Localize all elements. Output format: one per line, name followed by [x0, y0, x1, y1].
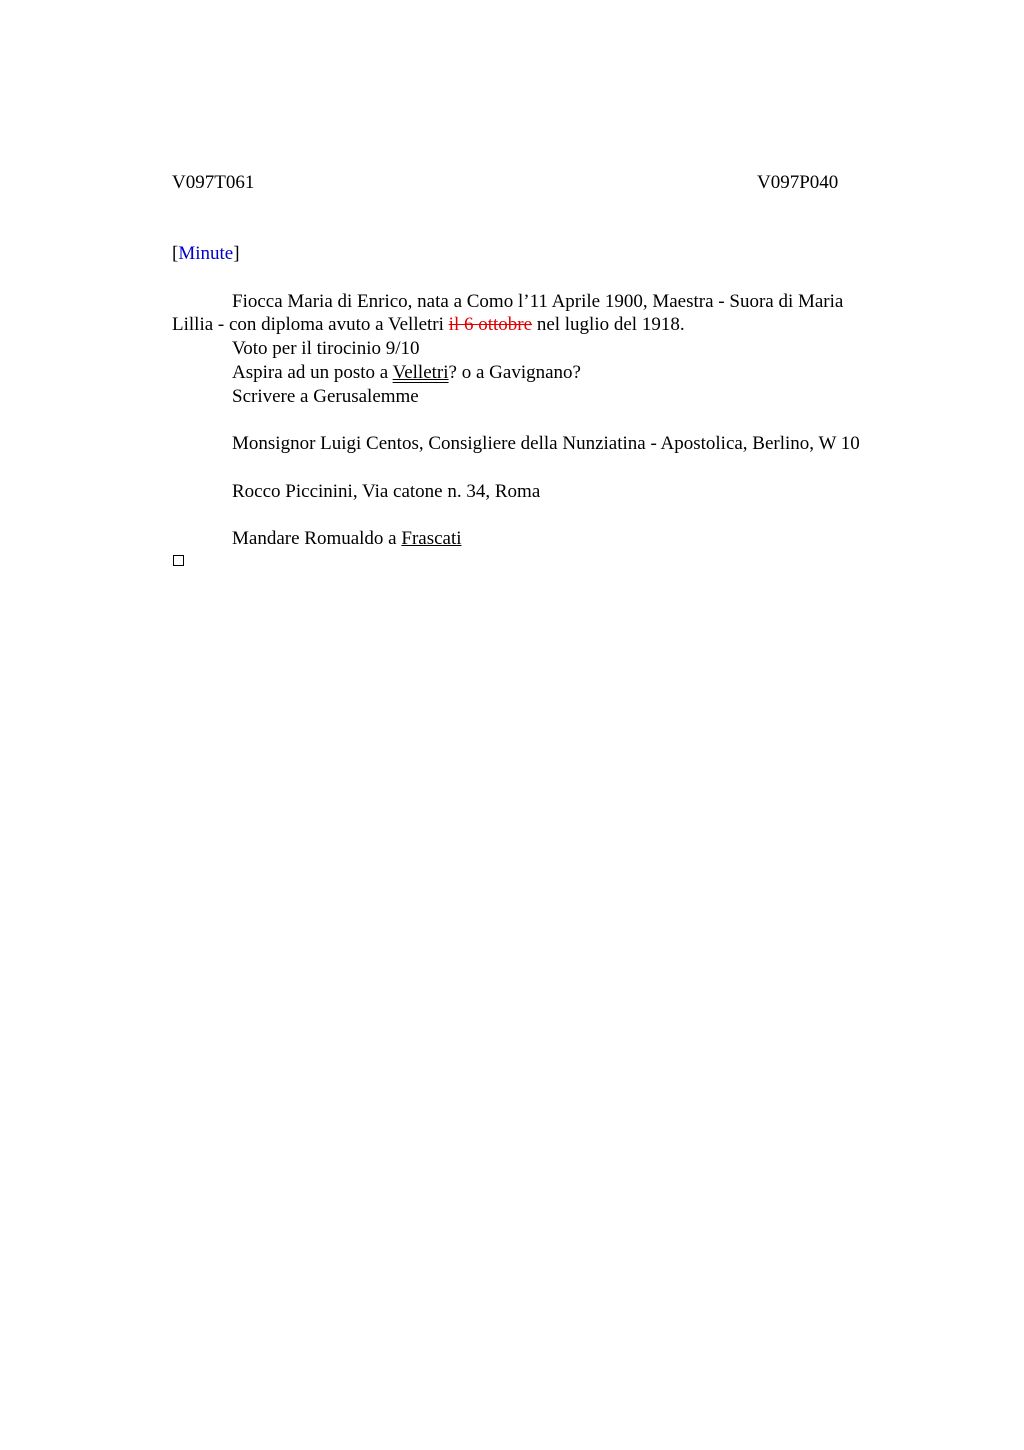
mandare-line	[232, 527, 462, 551]
document-code-right: V097P040	[757, 172, 839, 193]
entry-line-2-start: Lillia - con diploma avuto a Velletri	[172, 314, 449, 335]
voto-line: Voto per il tirocinio 9/10	[232, 338, 420, 359]
deleted-date-text: il 6 ottobre	[448, 314, 533, 335]
aspira-place-velletri: Velletri	[392, 362, 449, 383]
aspira-end: ? o a Gavignano?	[448, 362, 581, 383]
mandare-place-frascati: Frascati	[401, 528, 462, 549]
entry-line-2-end: nel luglio del 1918.	[532, 314, 685, 335]
entry-line-1: Fiocca Maria di Enrico, nata a Como l’11 Aprile 1900, Maestra - Suora di Maria	[232, 291, 844, 312]
scrivere-line: Scrivere a Gerusalemme	[232, 386, 419, 407]
entry-line-2	[172, 313, 685, 337]
section-heading	[172, 242, 240, 266]
checkbox-square[interactable]	[173, 555, 184, 566]
section-open-bracket: [	[172, 243, 179, 264]
aspira-start: Aspira ad un posto a	[232, 362, 393, 383]
rocco-contact-line: Rocco Piccinini, Via catone n. 34, Roma	[232, 481, 541, 502]
document-code-left: V097T061	[172, 172, 255, 193]
aspira-line	[232, 361, 581, 385]
mandare-start: Mandare Romualdo a	[232, 528, 402, 549]
monsignor-contact-line: Monsignor Luigi Centos, Consigliere della Nunziatina - Apostolica, Berlino, W 10	[232, 433, 860, 454]
section-label-minute: Minute	[178, 243, 234, 264]
section-close-bracket: ]	[233, 243, 240, 264]
